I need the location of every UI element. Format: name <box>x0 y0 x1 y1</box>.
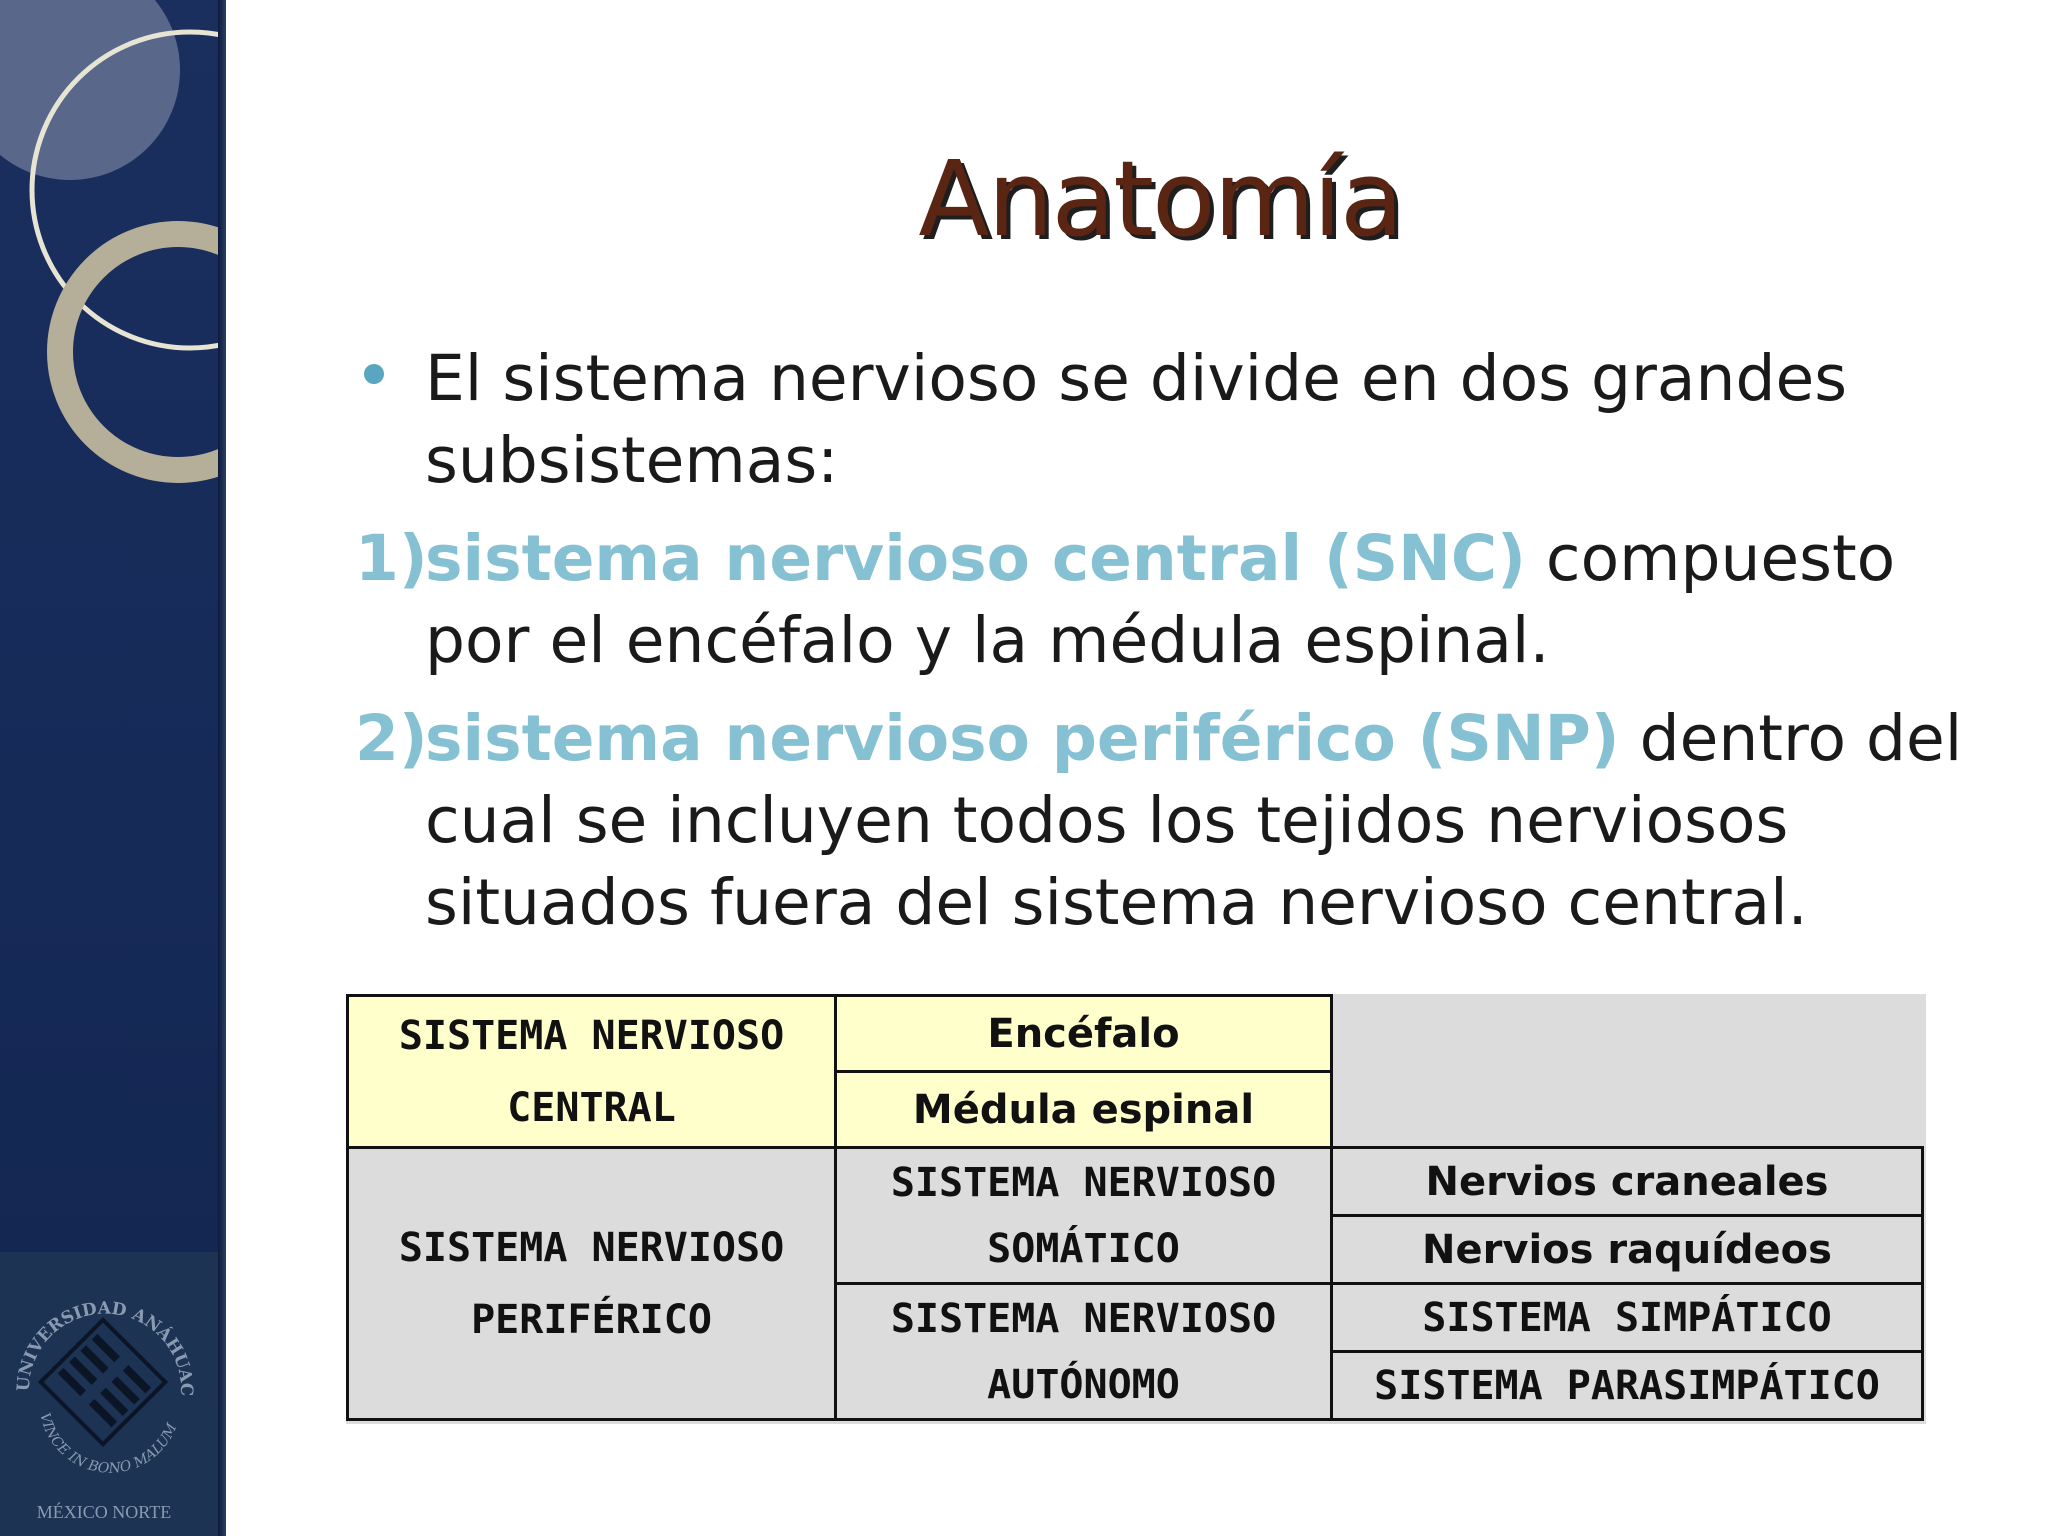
cell-autonomic-part: SISTEMA SIMPÁTICO <box>1332 1284 1923 1352</box>
cell-empty <box>1332 996 1923 1148</box>
decorative-sidebar <box>0 0 226 1536</box>
item-snp <box>355 698 2000 944</box>
item-highlight: sistema nervioso central (SNC) <box>425 522 1526 595</box>
sidebar-edge <box>218 0 226 1536</box>
university-logo <box>0 1252 218 1536</box>
cell-snp-label: SISTEMA NERVIOSO PERIFÉRICO <box>348 1148 836 1420</box>
item-text: dentro del cual se incluyen todos los tejidos nerviosos situados fuera del sistema nervioso central. <box>425 702 1963 939</box>
intro-bullet <box>360 338 2000 502</box>
bullet-icon <box>364 364 384 384</box>
nervous-system-table-panel <box>346 994 1926 1424</box>
cell-snc-label: SISTEMA NERVIOSO CENTRAL <box>348 996 836 1148</box>
cell-somatic-part: Nervios craneales <box>1332 1148 1923 1216</box>
cell-autonomic-part: SISTEMA PARASIMPÁTICO <box>1332 1352 1923 1420</box>
cell-somatic-label: SISTEMA NERVIOSO SOMÁTICO <box>836 1148 1332 1284</box>
item-number: 1) <box>355 522 428 595</box>
item-text: compuesto por el encéfalo y la médula espinal. <box>425 522 1896 677</box>
cell-snc-part: Encéfalo <box>836 996 1332 1072</box>
logo-arc-text: UNIVERSIDAD ANÁHUAC <box>13 1298 197 1397</box>
slide-body <box>355 338 2000 960</box>
intro-text: El sistema nervioso se divide en dos grandes subsistemas: <box>425 342 1848 497</box>
cell-snc-part: Médula espinal <box>836 1072 1332 1148</box>
logo-emblem-icon <box>41 1320 165 1444</box>
slide-title: Anatomía <box>918 138 1402 260</box>
decorative-rings <box>0 0 226 1252</box>
logo-campus: MÉXICO NORTE <box>36 1502 172 1522</box>
cell-somatic-part: Nervios raquídeos <box>1332 1216 1923 1284</box>
nervous-system-table <box>346 994 1924 1421</box>
item-highlight: sistema nervioso periférico (SNP) <box>425 702 1620 775</box>
item-snc <box>355 518 2000 682</box>
cell-autonomic-label: SISTEMA NERVIOSO AUTÓNOMO <box>836 1284 1332 1420</box>
logo-motto: VINCE IN BONO MALUM <box>36 1411 181 1477</box>
item-number: 2) <box>355 702 428 775</box>
